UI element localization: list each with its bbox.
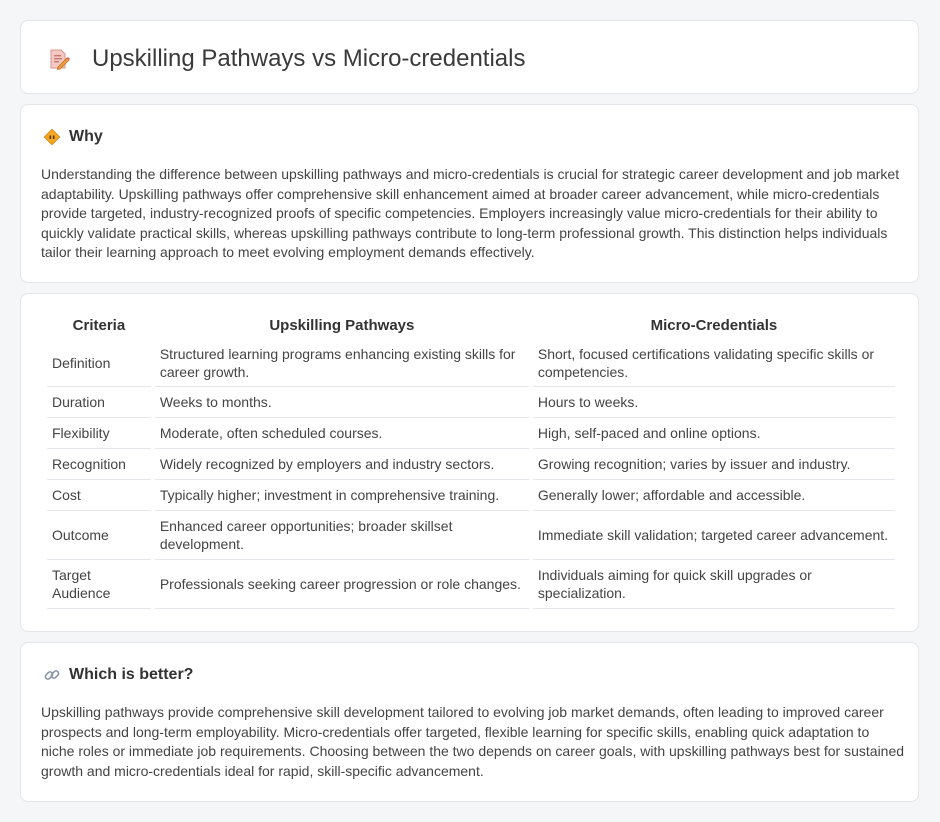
criteria-cell: Flexibility	[47, 418, 151, 449]
why-text: Understanding the difference between upskilling pathways and micro-credentials is crucial for strategic career development and job market adaptability. Upskilling pathways offer comprehensive skill enhancement aimed at broader career advancement, while micro-credentials provide targeted, industry-recognized proofs of specific competencies. Employers increasingly value micro-credentials for their ability to quickly validate practical skills, whereas upskilling pathways contribute to long-term professional growth. This distinction helps individuals tailor their learning approach to meet evolving employment demands effectively.	[41, 166, 900, 260]
criteria-cell: Outcome	[47, 511, 151, 560]
link-icon	[43, 666, 61, 684]
upskilling-cell: Moderate, often scheduled courses.	[155, 418, 529, 449]
micro-credential-cell: Generally lower; affordable and accessible.	[533, 480, 895, 511]
column-header: Criteria	[72, 317, 126, 334]
why-heading	[43, 127, 103, 147]
comparison-section	[20, 293, 919, 632]
criteria-cell: Target Audience	[47, 560, 151, 609]
which-is-better-section	[20, 642, 919, 802]
upskilling-cell: Typically higher; investment in comprehensive training.	[155, 480, 529, 511]
table-row	[47, 511, 895, 560]
table-row	[47, 418, 895, 449]
micro-credential-cell: Individuals aiming for quick skill upgrades or specialization.	[533, 560, 895, 609]
header-card	[20, 20, 919, 94]
table-row	[47, 387, 895, 418]
criteria-cell: Cost	[47, 480, 151, 511]
why-title: Why	[69, 128, 103, 145]
micro-credential-cell: Short, focused certifications validating specific skills or competencies.	[533, 339, 895, 387]
document-edit-icon	[47, 47, 71, 71]
table-header-row	[47, 317, 895, 339]
criteria-cell: Definition	[47, 339, 151, 387]
upskilling-cell: Weeks to months.	[155, 387, 529, 418]
better-text: Upskilling pathways provide comprehensive skill development tailored to evolving job market demands, often leading to improved career prospects and long-term employability. Micro-credentials offer targeted, flexible learning for specific skills, enabling quick adaptation to niche roles or immediate job requirements. Choosing between the two depends on career goals, with upskilling pathways best for sustained growth and micro-credentials ideal for rapid, skill-specific advancement.	[41, 704, 905, 779]
road-sign-icon	[43, 128, 61, 146]
better-title: Which is better?	[69, 666, 194, 683]
column-header: Micro-Credentials	[650, 317, 778, 334]
upskilling-cell: Professionals seeking career progression or role changes.	[155, 560, 529, 609]
why-section	[20, 104, 919, 283]
micro-credential-cell: Hours to weeks.	[533, 387, 895, 418]
better-heading	[43, 665, 193, 685]
criteria-cell: Recognition	[47, 449, 151, 480]
comparison-table	[43, 317, 899, 609]
table-row	[47, 449, 895, 480]
micro-credential-cell: Growing recognition; varies by issuer and industry.	[533, 449, 895, 480]
table-row	[47, 480, 895, 511]
table-row	[47, 560, 895, 609]
column-header: Upskilling Pathways	[269, 317, 415, 334]
upskilling-cell: Widely recognized by employers and industry sectors.	[155, 449, 529, 480]
table-row	[47, 339, 895, 387]
micro-credential-cell: Immediate skill validation; targeted career advancement.	[533, 511, 895, 560]
upskilling-cell: Enhanced career opportunities; broader skillset development.	[155, 511, 529, 560]
criteria-cell: Duration	[47, 387, 151, 418]
micro-credential-cell: High, self-paced and online options.	[533, 418, 895, 449]
upskilling-cell: Structured learning programs enhancing existing skills for career growth.	[155, 339, 529, 387]
page-title: Upskilling Pathways vs Micro-credentials	[92, 45, 526, 72]
